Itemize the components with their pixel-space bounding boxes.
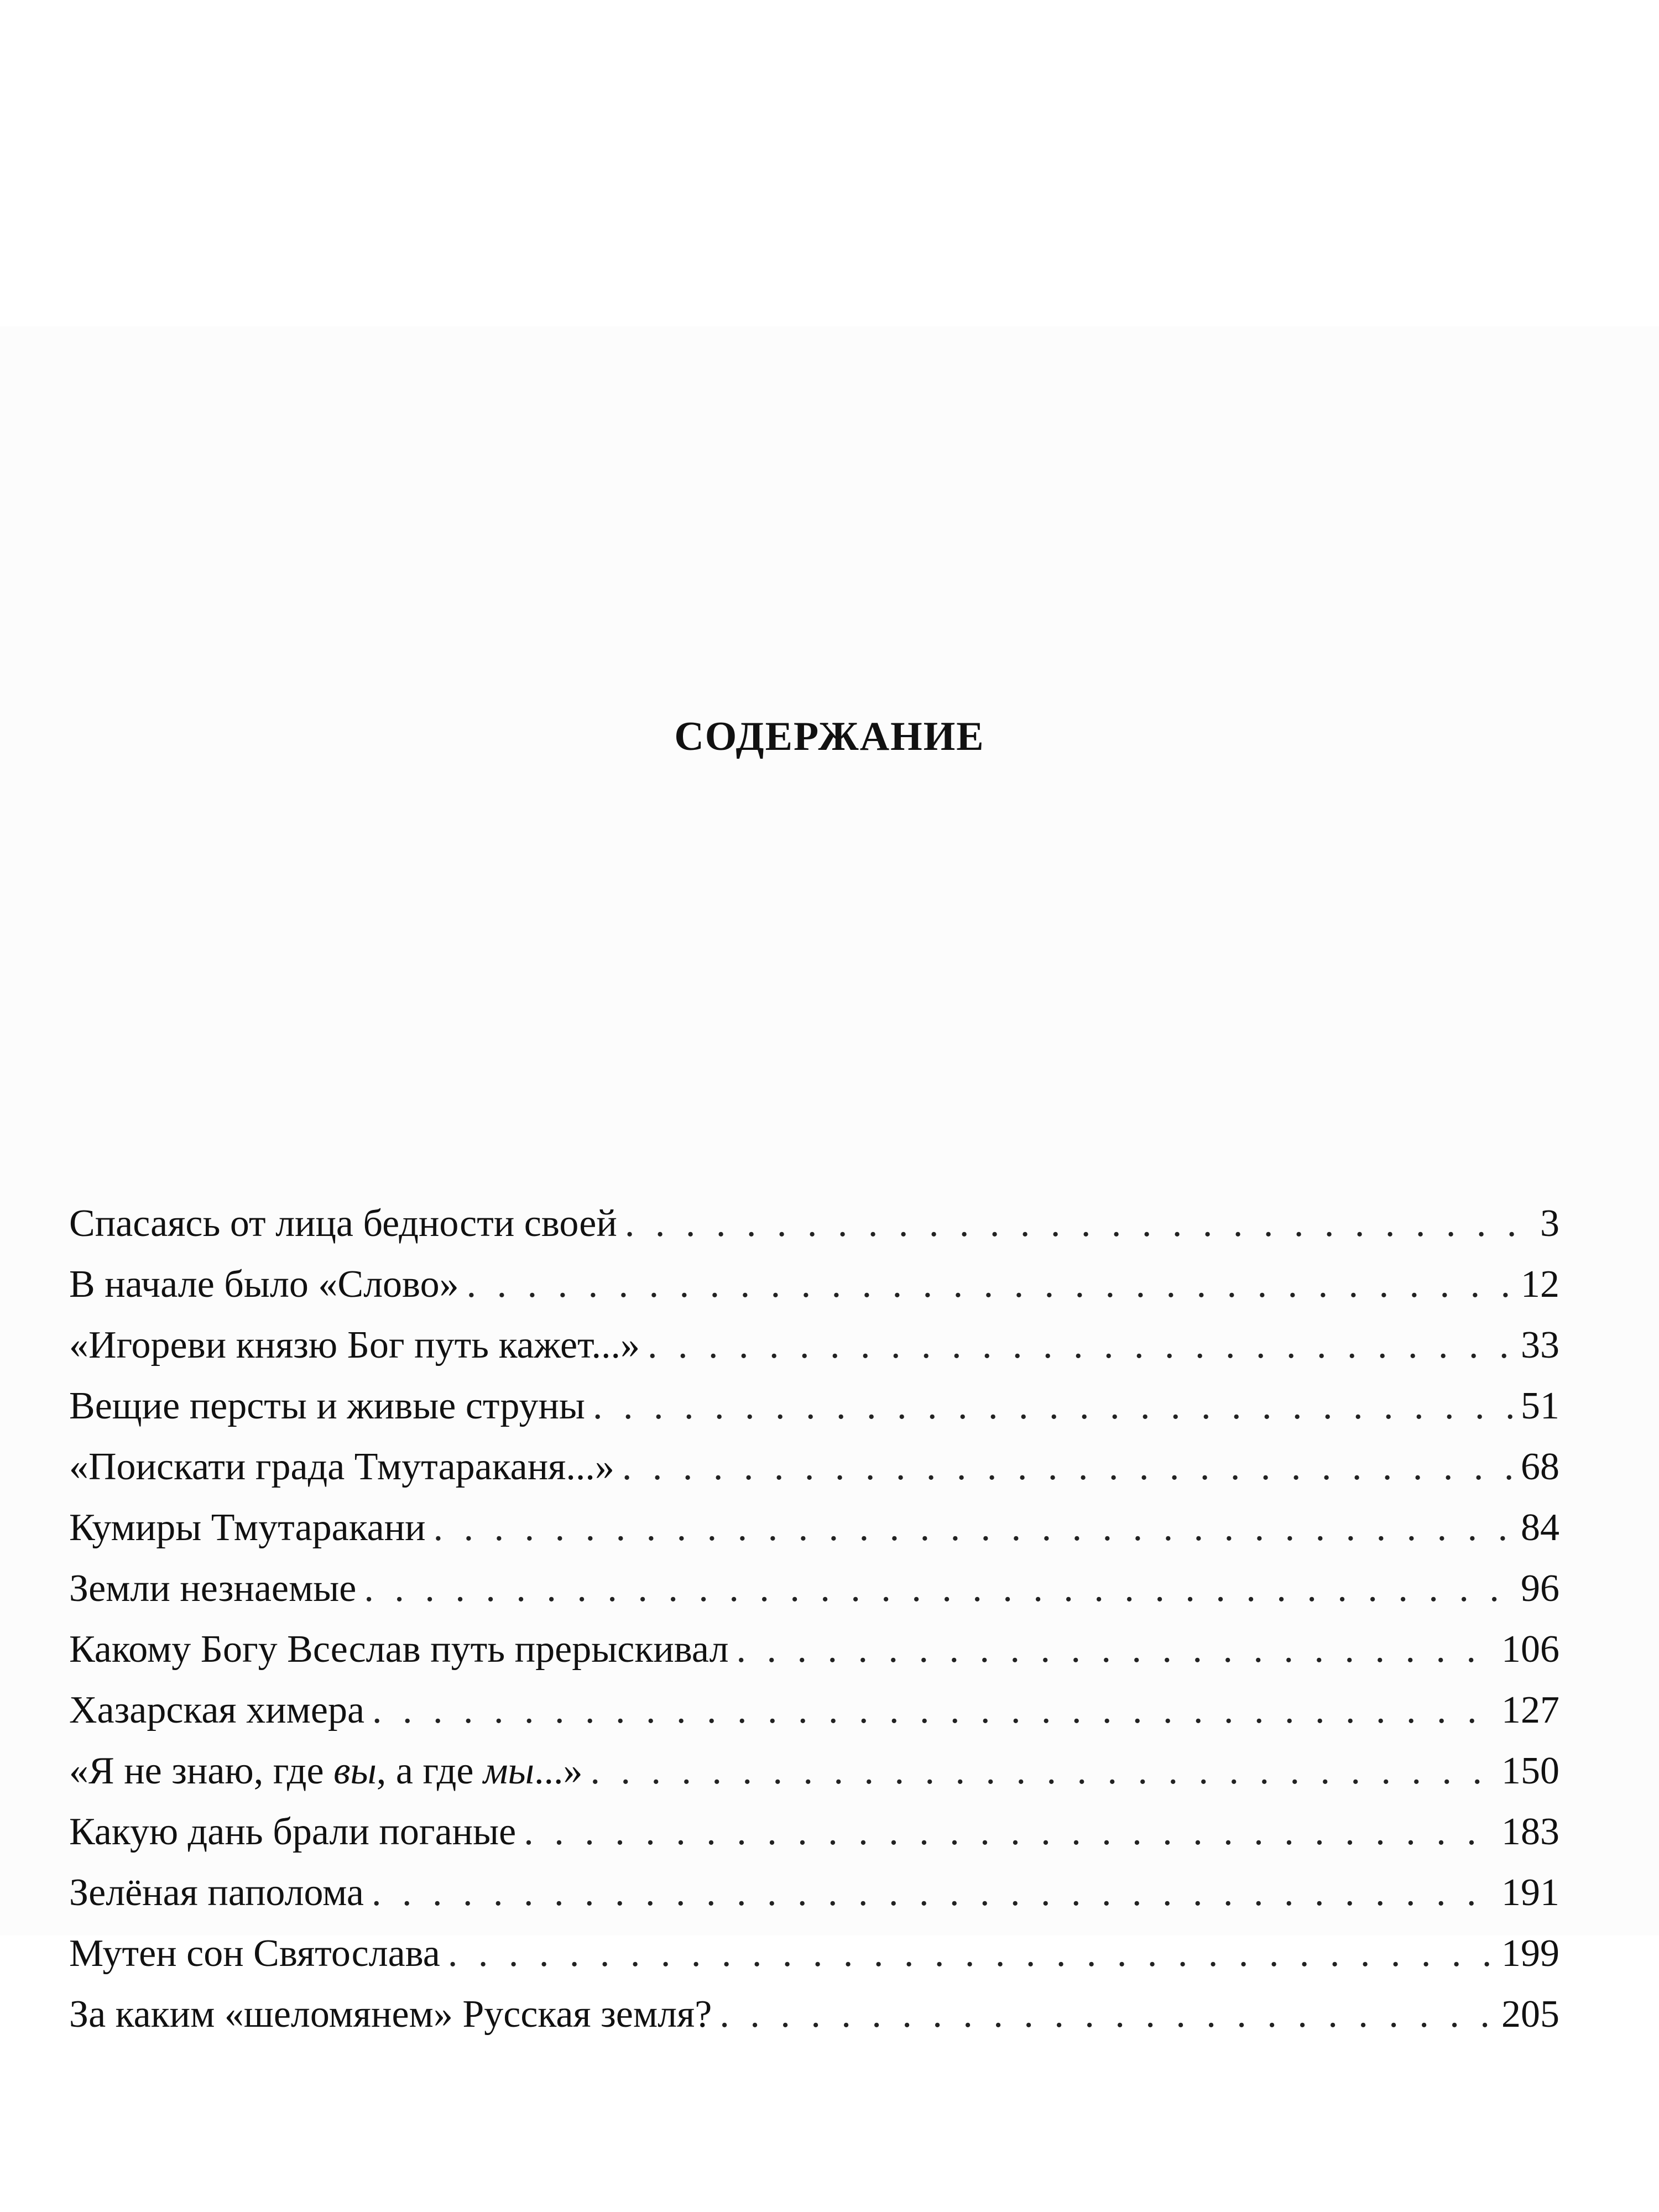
title-part-italic: вы	[333, 1750, 377, 1792]
toc-entry-page: 51	[1521, 1385, 1559, 1427]
toc-entry-page: 191	[1501, 1871, 1559, 1914]
toc-entry	[69, 1376, 1559, 1437]
toc-entry-page: 150	[1501, 1750, 1559, 1792]
toc-entry-title: Мутен сон Святослава	[69, 1932, 440, 1975]
dot-leader	[622, 1437, 1513, 1498]
toc-entry-page: 205	[1501, 1993, 1559, 2036]
dot-leader	[372, 1680, 1494, 1741]
contents-heading: СОДЕРЖАНИЕ	[674, 714, 985, 759]
toc-entry-title: Земли незнаемые	[69, 1567, 357, 1610]
dot-leader	[364, 1558, 1513, 1619]
dot-leader	[434, 1498, 1513, 1558]
toc-entry	[69, 1619, 1559, 1680]
toc-entry	[69, 1741, 1559, 1802]
toc-entry-page: 199	[1501, 1932, 1559, 1975]
dot-leader	[372, 1863, 1494, 1923]
toc-entry-title: В начале было «Слово»	[69, 1263, 459, 1306]
toc-entry	[69, 1984, 1559, 2045]
toc-entry	[69, 1315, 1559, 1376]
toc-entry	[69, 1558, 1559, 1619]
toc-entry	[69, 1254, 1559, 1315]
toc-entry-page: 106	[1501, 1628, 1559, 1671]
toc-entry-title: «Поискати града Тмутараканя...»	[69, 1446, 614, 1488]
toc-entry-title: Хазарская химера	[69, 1689, 365, 1731]
toc-entry-title: Кумиры Тмутаракани	[69, 1506, 426, 1549]
toc-entry	[69, 1863, 1559, 1923]
toc-entry-title: «Игореви князю Бог путь кажет...»	[69, 1324, 640, 1366]
toc-entry-page: 183	[1501, 1811, 1559, 1853]
toc-entry	[69, 1193, 1559, 1254]
toc-entry-page: 127	[1501, 1689, 1559, 1731]
dot-leader	[467, 1254, 1513, 1315]
dot-leader	[524, 1802, 1494, 1863]
toc-entry-title: За каким «шеломянем» Русская земля?	[69, 1993, 712, 2036]
toc-entry-title: Зелёная паполома	[69, 1871, 364, 1914]
title-part-italic: мы	[483, 1750, 534, 1792]
dot-leader	[625, 1193, 1532, 1254]
toc-entry-page: 68	[1521, 1446, 1559, 1488]
toc-entry-title: Какую дань брали поганые	[69, 1811, 517, 1853]
dot-leader	[719, 1984, 1494, 2045]
toc-entry-title: Какому Богу Всеслав путь прерыскивал	[69, 1628, 729, 1671]
toc-entry	[69, 1680, 1559, 1741]
toc-entry	[69, 1923, 1559, 1984]
toc-entry-title: Вещие персты и живые струны	[69, 1385, 585, 1427]
title-part: , а где	[376, 1750, 483, 1792]
toc-entry-page: 12	[1521, 1263, 1559, 1306]
dot-leader	[737, 1619, 1494, 1680]
toc-entry	[69, 1437, 1559, 1498]
toc-entry-page: 84	[1521, 1506, 1559, 1549]
title-part: «Я не знаю, где	[69, 1750, 334, 1792]
dot-leader	[648, 1315, 1513, 1376]
toc-entry-title: Спасаясь от лица бедности своей	[69, 1202, 617, 1245]
title-part: ...»	[534, 1750, 583, 1792]
dot-leader	[448, 1923, 1494, 1984]
toc-entry	[69, 1498, 1559, 1558]
book-page	[0, 326, 1659, 2036]
toc-entry-page: 33	[1521, 1324, 1559, 1366]
dot-leader	[590, 1741, 1494, 1802]
toc-entry-page: 96	[1521, 1567, 1559, 1610]
toc-entry-title	[69, 1741, 582, 1802]
toc-entry-page: 3	[1540, 1202, 1559, 1245]
toc-entry	[69, 1802, 1559, 1863]
table-of-contents	[69, 1193, 1559, 2045]
dot-leader	[593, 1376, 1513, 1437]
